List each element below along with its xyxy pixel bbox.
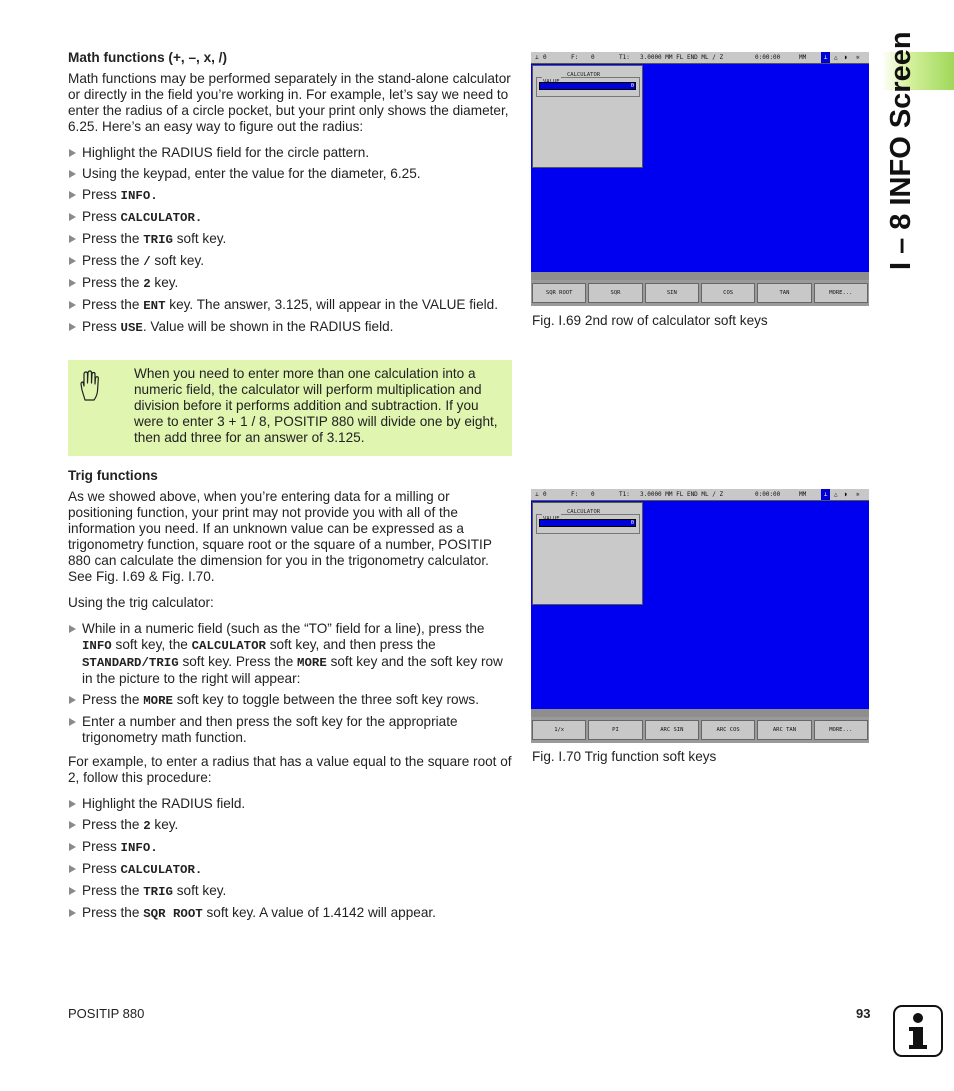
softkey-more[interactable]: MORE...: [814, 283, 868, 303]
key-name: INFO: [82, 639, 112, 653]
key-name: INFO.: [120, 189, 158, 203]
softkey-arc-sin[interactable]: ARC SIN: [645, 720, 699, 740]
sqrt-step: [68, 839, 512, 856]
step-text: Press the: [82, 692, 144, 707]
status-bar: [531, 489, 869, 501]
value-field[interactable]: 0: [539, 82, 636, 90]
softkey-row: [531, 717, 869, 743]
calculator-title: CALCULATOR: [567, 509, 601, 515]
sqrt-step: [68, 905, 512, 922]
trig-example: For example, to enter a radius that has a value equal to the square root of 2, follow this procedure:: [68, 754, 512, 785]
page-number: 93: [856, 1006, 871, 1021]
step-text: soft key. A value of 1.4142 will appear.: [202, 905, 436, 920]
step-text: While in a numeric field (such as the “TO” field for a line), press the: [82, 621, 485, 636]
step-text: Enter a number and then press the soft key for the appropriate trigonometry math function.: [82, 714, 458, 745]
info-icon: [893, 1005, 943, 1057]
step-text: soft key, and then press the: [265, 637, 436, 652]
status-f-value: 0: [591, 54, 595, 61]
status-axis: 0: [543, 54, 547, 61]
key-name: SQR ROOT: [143, 907, 203, 921]
softkey-sin[interactable]: SIN: [645, 283, 699, 303]
step-text: Press the: [82, 883, 144, 898]
status-units: MM: [799, 491, 807, 498]
key-name: STANDARD/TRIG: [82, 656, 179, 670]
hand-note-icon: [78, 370, 100, 402]
fig69-caption: Fig. I.69 2nd row of calculator soft keys: [532, 313, 768, 328]
trig-steps: [68, 621, 512, 746]
step-text: Press the: [82, 905, 144, 920]
softkey-row: [531, 280, 869, 306]
key-name: MORE: [297, 656, 327, 670]
math-step: [68, 145, 512, 161]
math-intro: Math functions may be performed separately in the stand-alone calculator or directly in the field you’re working in. For example, let’s say we need to enter the radius of a circle pocket, but your print only shows the diameter, 6.25. Here’s an easy way to figure out the radius:: [68, 71, 511, 134]
arc-icon: ◗: [844, 491, 848, 498]
key-name: 2: [143, 277, 151, 291]
trig-step: [68, 714, 512, 746]
softkey-tan[interactable]: TAN: [757, 283, 811, 303]
step-text: soft key to toggle between the three soft key rows.: [172, 692, 479, 707]
sqrt-steps: [68, 796, 512, 922]
step-text: soft key.: [172, 883, 227, 898]
math-step: [68, 319, 512, 336]
step-text: Press the: [82, 297, 144, 312]
sqrt-step: [68, 796, 512, 812]
step-text: key.: [150, 275, 179, 290]
trig-section: [68, 468, 512, 927]
key-name: MORE: [143, 694, 173, 708]
step-text: Press: [82, 839, 121, 854]
status-f-label: F:: [571, 491, 579, 498]
fig69-screen: [531, 52, 869, 306]
status-tool-info: 3.0000 MM FL END ML / Z: [640, 54, 724, 61]
key-name: TRIG: [143, 885, 173, 899]
math-heading: Math functions (+, –, x, /): [68, 50, 227, 65]
chapter-label: I – 8 INFO Screen: [885, 31, 917, 270]
info-i-icon: [895, 1007, 940, 1054]
step-text: soft key, the: [111, 637, 192, 652]
axis-icon: ⊥: [535, 491, 539, 498]
key-name: /: [143, 255, 151, 269]
key-name: USE: [120, 321, 143, 335]
sqrt-step: [68, 817, 512, 834]
softkey-arc-tan[interactable]: ARC TAN: [757, 720, 811, 740]
gear-icon: ✲: [856, 491, 860, 498]
footer-product: POSITIP 880: [68, 1006, 145, 1021]
softkey-cos[interactable]: COS: [701, 283, 755, 303]
step-text: Press the: [82, 253, 144, 268]
step-text: Press: [82, 319, 121, 334]
fig70-caption: Fig. I.70 Trig function soft keys: [532, 749, 717, 764]
math-steps: [68, 145, 512, 336]
math-step: [68, 253, 512, 270]
calculator-title: CALCULATOR: [567, 72, 601, 78]
softkey-arc-cos[interactable]: ARC COS: [701, 720, 755, 740]
calculator-window: [532, 502, 643, 605]
status-tool-label: T1:: [619, 54, 630, 61]
note-box: [68, 360, 512, 456]
step-text: Press the: [82, 817, 144, 832]
note-text: When you need to enter more than one calculation into a numeric field, the calculator will perform multiplication and division before it performs addition and subtraction. If you were to enter 3 + 1 / 8, POSITIP 880 will divide one by eight, then add three for an answer of 3.125.: [134, 366, 498, 445]
math-step: [68, 209, 512, 226]
step-text: Press: [82, 861, 121, 876]
sqrt-step: [68, 861, 512, 878]
sqrt-step: [68, 883, 512, 900]
status-tool-info: 3.0000 MM FL END ML / Z: [640, 491, 724, 498]
step-text: soft key.: [150, 253, 205, 268]
math-step: [68, 297, 512, 314]
key-name: INFO.: [120, 841, 158, 855]
math-step: [68, 166, 512, 182]
softkey-sqr[interactable]: SQR: [588, 283, 642, 303]
key-name: CALCULATOR.: [120, 863, 203, 877]
step-text: . Value will be shown in the RADIUS field.: [142, 319, 394, 334]
softkey-sqr-root[interactable]: SQR ROOT: [532, 283, 586, 303]
trig-step: [68, 692, 512, 709]
step-text: Press the: [82, 231, 144, 246]
calculator-window: [532, 65, 643, 168]
step-text: key.: [150, 817, 179, 832]
status-units: MM: [799, 54, 807, 61]
softkey-more[interactable]: MORE...: [814, 720, 868, 740]
datum-icon: ⊥: [821, 489, 830, 500]
step-text: soft key. Press the: [178, 654, 298, 669]
step-text: Press the: [82, 275, 144, 290]
status-bar: [531, 52, 869, 64]
key-name: 2: [143, 819, 151, 833]
axis-icon: ⊥: [535, 54, 539, 61]
status-time: 0:00:00: [755, 491, 781, 498]
step-text: Press: [82, 209, 121, 224]
math-step: [68, 187, 512, 204]
value-field[interactable]: 0: [539, 519, 636, 527]
datum-icon: ⊥: [821, 52, 830, 63]
step-text: Highlight the RADIUS field.: [82, 796, 246, 811]
step-text: soft key.: [172, 231, 227, 246]
softkey-reciprocal[interactable]: 1/x: [532, 720, 586, 740]
fig70-screen: [531, 489, 869, 743]
trig-heading: Trig functions: [68, 468, 158, 483]
gear-icon: ✲: [856, 54, 860, 61]
math-step: [68, 231, 512, 248]
status-time: 0:00:00: [755, 54, 781, 61]
step-text: Using the keypad, enter the value for the diameter, 6.25.: [82, 166, 421, 181]
status-axis: 0: [543, 491, 547, 498]
triangle-icon: △: [834, 491, 838, 498]
trig-using: Using the trig calculator:: [68, 595, 214, 610]
step-text: Highlight the RADIUS field for the circle pattern.: [82, 145, 370, 160]
key-name: TRIG: [143, 233, 173, 247]
arc-icon: ◗: [844, 54, 848, 61]
step-text: Press: [82, 187, 121, 202]
math-section: [68, 50, 512, 341]
softkey-pi[interactable]: PI: [588, 720, 642, 740]
status-f-label: F:: [571, 54, 579, 61]
trig-step: [68, 621, 512, 687]
status-tool-label: T1:: [619, 491, 630, 498]
key-name: ENT: [143, 299, 166, 313]
math-step: [68, 275, 512, 292]
key-name: CALCULATOR: [191, 639, 266, 653]
triangle-icon: △: [834, 54, 838, 61]
step-text: key. The answer, 3.125, will appear in the VALUE field.: [165, 297, 498, 312]
status-f-value: 0: [591, 491, 595, 498]
key-name: CALCULATOR.: [120, 211, 203, 225]
trig-intro: As we showed above, when you’re entering data for a milling or positioning function, your print may not provide you with all of the information you need. If an unknown value can be expressed as a trigonometry function, square root or the square of a number, POSITIP 880 can calculate the dimension for you in the trigonometry calculator. See Fig. I.69 & Fig. I.70.: [68, 489, 492, 584]
step-text: soft key and the soft key row in the picture to the right will appear:: [82, 654, 503, 686]
